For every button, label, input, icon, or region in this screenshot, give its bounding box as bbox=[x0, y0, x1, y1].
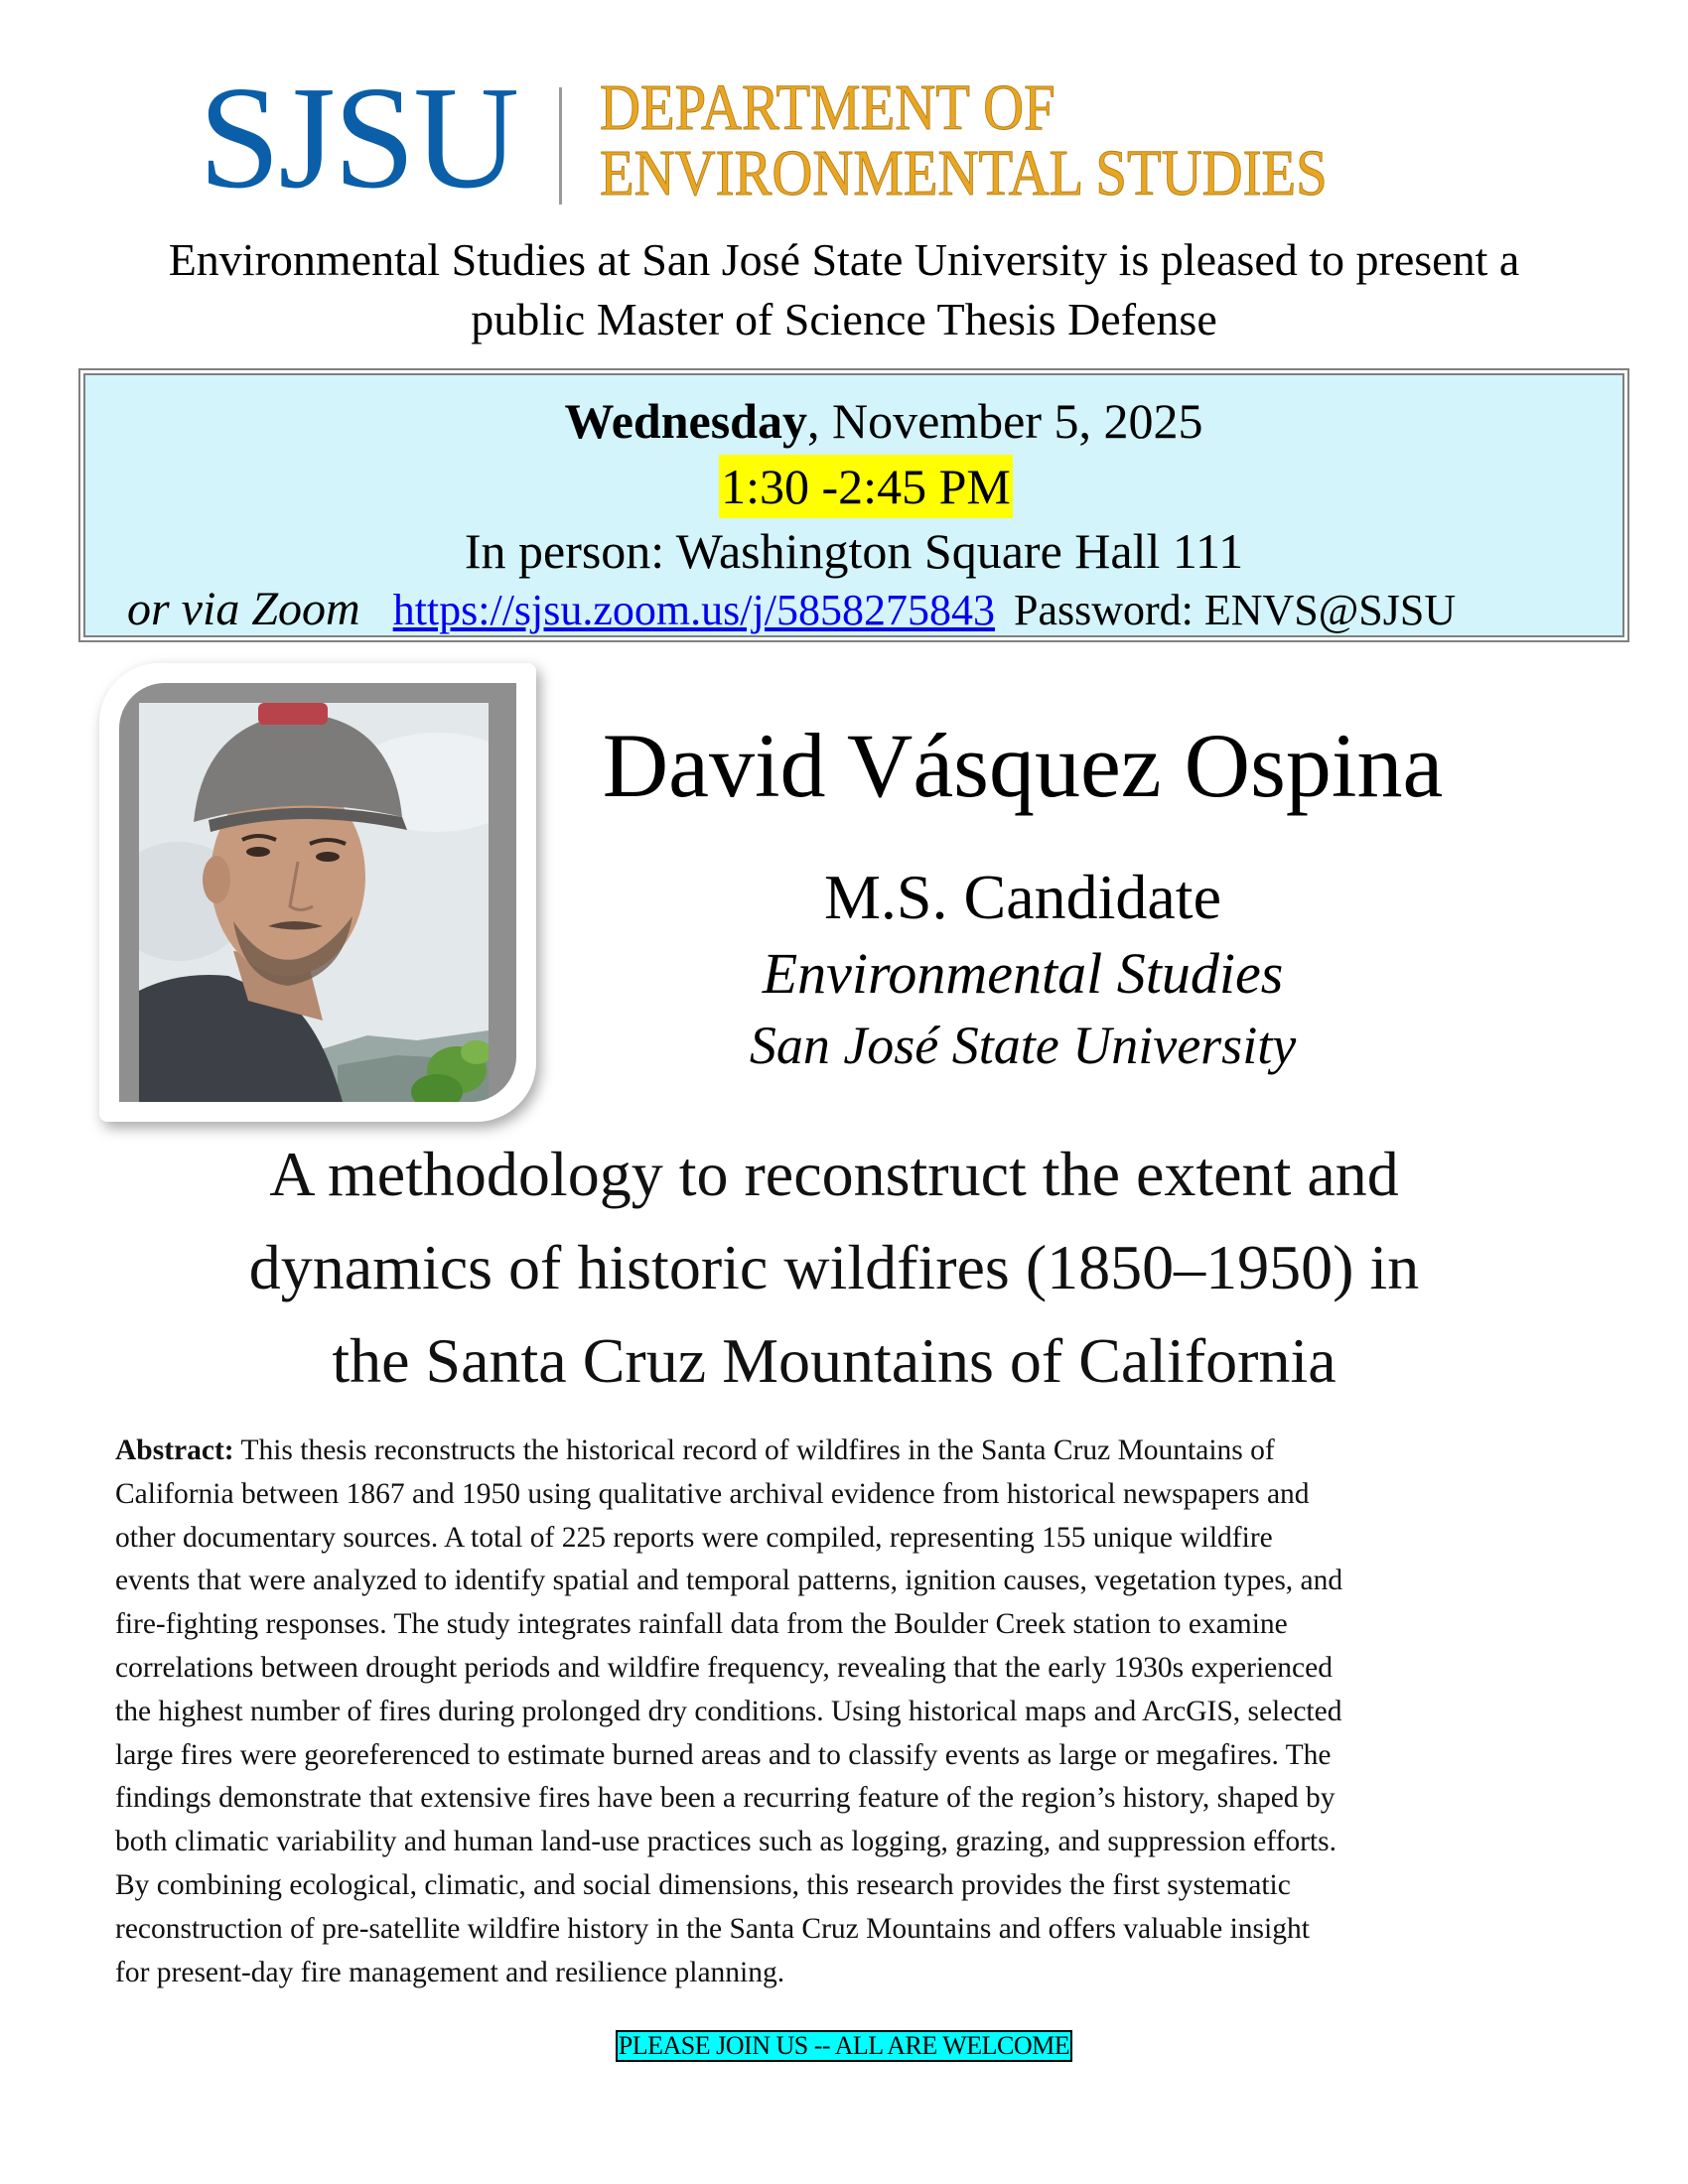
candidate-photo-matte bbox=[119, 683, 516, 1102]
department-name-line2: ENVIRONMENTAL STUDIES bbox=[600, 137, 1328, 209]
event-details-box bbox=[83, 373, 1624, 637]
abstract-line: the highest number of fires during prolonged dry conditions. Using historical maps and ArcGIS, selected bbox=[115, 1695, 1342, 1727]
sjsu-logo-mark: SJSU bbox=[199, 57, 518, 219]
department-name-line1: DEPARTMENT OF bbox=[600, 71, 1055, 144]
intro-line-2: public Master of Science Thesis Defense bbox=[471, 294, 1217, 344]
abstract-line: large fires were georeferenced to estimate burned areas and to classify events as large or megafires. The bbox=[115, 1738, 1332, 1771]
zoom-prefix: or via Zoom bbox=[127, 583, 360, 635]
event-time: 1:30 -2:45 PM bbox=[719, 455, 1013, 518]
candidate-department: Environmental Studies bbox=[762, 941, 1284, 1006]
abstract-line: reconstruction of pre-satellite wildfire history in the Santa Cruz Mountains and offers valuable insight bbox=[115, 1912, 1310, 1945]
abstract-line: By combining ecological, climatic, and social dimensions, this research provides the first systematic bbox=[115, 1868, 1291, 1901]
event-zoom-row bbox=[127, 582, 1456, 638]
event-date bbox=[85, 391, 1622, 451]
candidate-photo bbox=[139, 703, 489, 1102]
abstract bbox=[115, 1430, 1545, 1994]
event-location: In person: Washington Square Hall 111 bbox=[464, 523, 1244, 579]
abstract-line: California between 1867 and 1950 using qualitative archival evidence from historical newspapers and bbox=[115, 1477, 1310, 1510]
portrait-illustration bbox=[139, 703, 489, 1102]
intro-text bbox=[40, 230, 1648, 349]
abstract-label: Abstract: bbox=[115, 1434, 234, 1466]
abstract-line: findings demonstrate that extensive fires have been a recurring feature of the region’s history, shaped by bbox=[115, 1782, 1336, 1815]
candidate-photo-frame bbox=[99, 663, 536, 1122]
abstract-line: other documentary sources. A total of 225 reports were compiled, representing 155 unique wildfire bbox=[115, 1521, 1273, 1554]
thesis-title-line-1: A methodology to reconstruct the extent and bbox=[269, 1139, 1399, 1209]
intro-line-1: Environmental Studies at San José State University is pleased to present a bbox=[168, 234, 1520, 285]
thesis-title-line-3: the Santa Cruz Mountains of California bbox=[332, 1325, 1336, 1396]
abstract-line: for present-day fire management and resilience planning. bbox=[115, 1956, 785, 1988]
abstract-line: fire-fighting responses. The study integrates rainfall data from the Boulder Creek station to examine bbox=[115, 1608, 1288, 1641]
welcome-banner: PLEASE JOIN US -- ALL ARE WELCOME bbox=[616, 2030, 1072, 2062]
event-date-text: , November 5, 2025 bbox=[806, 393, 1203, 449]
event-weekday: Wednesday bbox=[564, 393, 807, 449]
candidate-university: San José State University bbox=[749, 1016, 1297, 1075]
zoom-link[interactable]: https://sjsu.zoom.us/j/5858275843 bbox=[392, 586, 995, 634]
logo-divider bbox=[559, 87, 562, 205]
department-logo bbox=[199, 57, 1446, 230]
thesis-title bbox=[79, 1128, 1589, 1408]
candidate-name: David Vásquez Ospina bbox=[602, 715, 1444, 816]
thesis-title-line-2: dynamics of historic wildfires (1850–1950) in bbox=[248, 1232, 1420, 1302]
department-name bbox=[600, 71, 1328, 209]
event-time-row bbox=[85, 455, 1622, 518]
abstract-line bbox=[115, 1430, 1545, 1473]
abstract-line: correlations between drought periods and wildfire frequency, revealing that the early 1930s experienced bbox=[115, 1651, 1333, 1684]
abstract-line: events that were analyzed to identify spatial and temporal patterns, ignition causes, vegetation types, and bbox=[115, 1565, 1343, 1597]
abstract-line-text: This thesis reconstructs the historical record of wildfires in the Santa Cruz Mountains of bbox=[233, 1434, 1275, 1466]
candidate-role: M.S. Candidate bbox=[824, 862, 1221, 932]
footer bbox=[0, 2030, 1688, 2062]
abstract-line: both climatic variability and human land-use practices such as logging, grazing, and suppression efforts. bbox=[115, 1826, 1336, 1858]
zoom-password: Password: ENVS@SJSU bbox=[1013, 586, 1457, 634]
